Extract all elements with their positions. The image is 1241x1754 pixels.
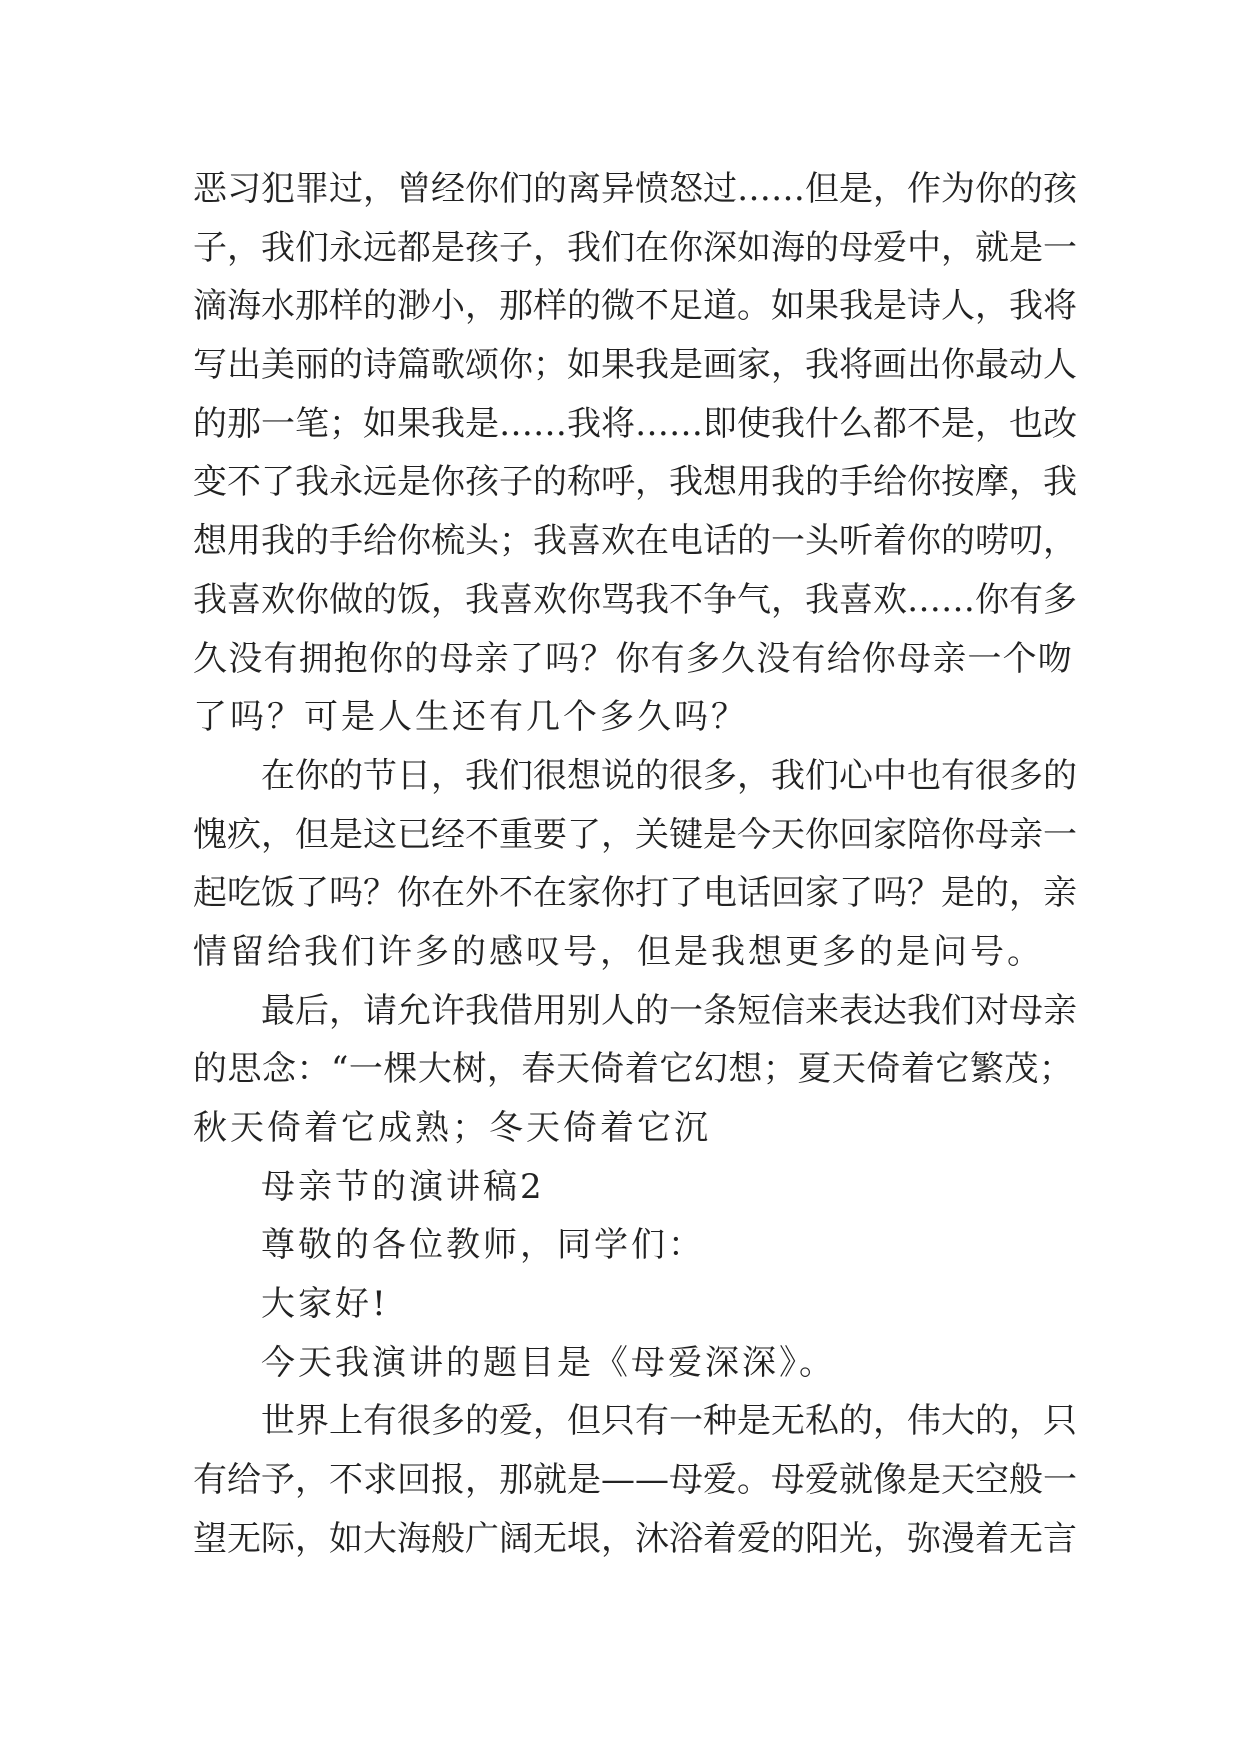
document-body — [193, 160, 1077, 1569]
text-line: 子，我们永远都是孩子，我们在你深如海的母爱中，就是一 — [193, 227, 1077, 268]
text-line: 尊敬的各位教师，同学们： — [261, 1225, 705, 1266]
text-line: 起吃饭了吗？你在外不在家你打了电话回家了吗？是的，亲 — [193, 873, 1077, 914]
text-line: 在你的节日，我们很想说的很多，我们心中也有很多的 — [261, 755, 1077, 796]
text-line: 变不了我永远是你孩子的称呼，我想用我的手给你按摩，我 — [193, 462, 1077, 503]
text-line: 久没有拥抱你的母亲了吗？你有多久没有给你母亲一个吻 — [193, 638, 1073, 679]
text-line: 恶习犯罪过，曾经你们的离异愤怒过……但是，作为你的孩 — [193, 169, 1077, 209]
text-line: 最后，请允许我借用别人的一条短信来表达我们对母亲 — [261, 990, 1077, 1031]
text-line: 大家好! — [261, 1284, 389, 1325]
text-line: 想用我的手给你梳头；我喜欢在电话的一头听着你的唠叨， — [193, 521, 1077, 562]
text-line: 的那一笔；如果我是……我将……即使我什么都不是，也改 — [193, 403, 1077, 444]
text-line: 秋天倚着它成熟；冬天倚着它沉 — [193, 1108, 711, 1148]
text-line: 写出美丽的诗篇歌颂你；如果我是画家，我将画出你最动人 — [193, 345, 1077, 386]
text-line: 今天我演讲的题目是《母爱深深》。 — [261, 1342, 836, 1383]
text-line: 世界上有很多的爱，但只有一种是无私的，伟大的，只 — [261, 1401, 1077, 1442]
text-line: 我喜欢你做的饭，我喜欢你骂我不争气，我喜欢……你有多 — [193, 579, 1077, 620]
text-line: 愧疚，但是这已经不重要了，关键是今天你回家陪你母亲一 — [193, 814, 1077, 855]
text-line: 有给予，不求回报，那就是——母爱。母爱就像是天空般一 — [193, 1460, 1077, 1501]
text-line: 情留给我们许多的感叹号，但是我想更多的是问号。 — [193, 931, 1044, 972]
text-line: 的思念：“一棵大树，春天倚着它幻想；夏天倚着它繁茂； — [193, 1049, 1074, 1090]
text-line: 了吗？可是人生还有几个多久吗？ — [193, 697, 748, 738]
text-line: 望无际，如大海般广阔无垠，沐浴着爱的阳光，弥漫着无言 — [193, 1518, 1077, 1559]
text-line: 母亲节的演讲稿2 — [261, 1166, 545, 1207]
text-line: 滴海水那样的渺小，那样的微不足道。如果我是诗人，我将 — [193, 286, 1077, 327]
